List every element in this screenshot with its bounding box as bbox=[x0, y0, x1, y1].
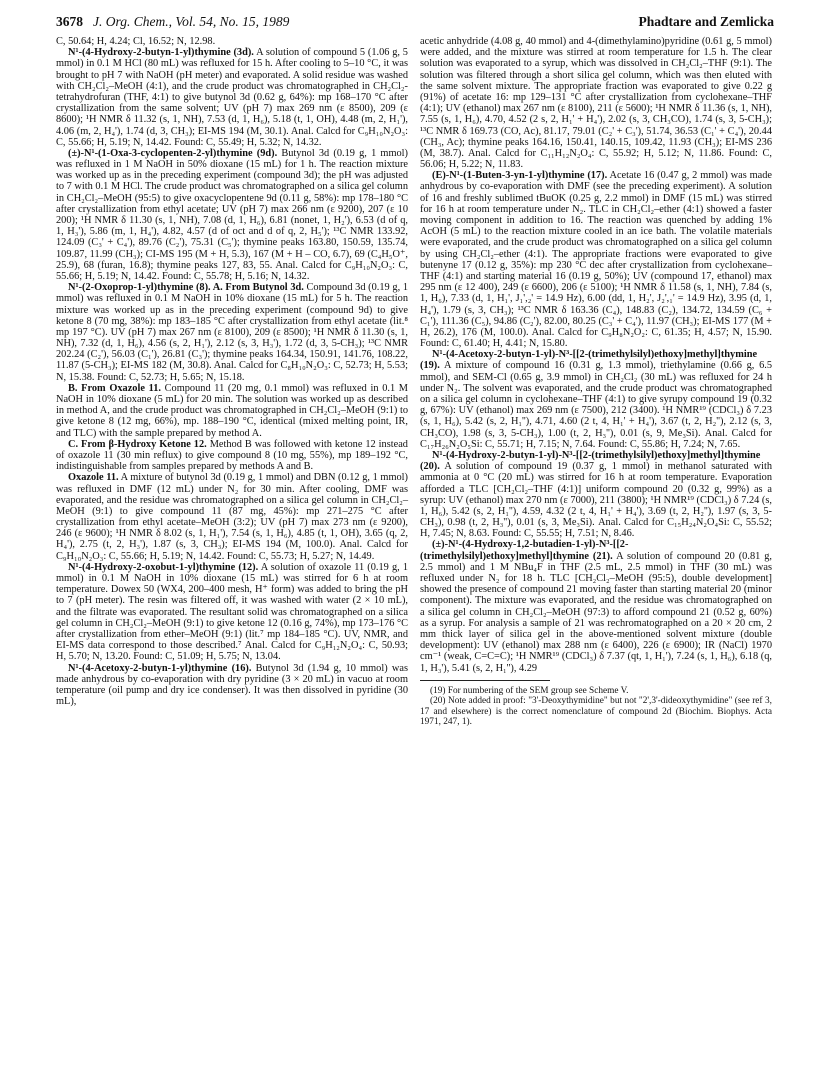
running-head-left bbox=[56, 14, 289, 30]
paragraph bbox=[420, 450, 772, 540]
paragraph-text: Acetate 16 (0.47 g, 2 mmol) was made anhydrous by co-evaporation with DMF (see the preceding experiment). A solution of 16 and freshly sublimed tBuOK (0.25 g, 2.2 mmol) in DMF (15 mL) was stirred for 16 h at room temperature under N₂. TLC in CH₂Cl₂–ether (4:1) showed a faster moving component in addition to 16. The reaction was quenched by adding 1% AcOH (5 mL) to the reaction mixture cooled in an ice bath. The volatile materials were evaporated, and the crude product was chromatographed on a silica gel column by using CH₂Cl₂–ether (4:1). The appropriate fractions were evaporated to give butenyne 17 (0.12 g, 35%): mp 230 °C dec after crystallization from cyclohexane–THF (4:1) and starting material 16 (0.19 g, 50%); UV (compound 17, ethanol) max 295 nm (ε 12 400), 249 (ε 6600), 206 (ε 5100); ¹H NMR δ 11.58 (s, 1, NH), 7.84 (s, 1, H₆), 7.33 (d, 1, H₁', J₁',₂' = 14.9 Hz), 6.00 (dd, 1, H₂', J₂',₁' = 14.9 Hz), 3.95 (d, 1, H₄'), 1.79 (s, 3, CH₃); ¹³C NMR δ 163.36 (C₄), 148.83 (C₂), 134.72, 134.59 (C₆ + C₁'), 111.36 (C₅), 94.86 (C₂'), 82.00, 80.25 (C₃' + C₄'), 11.97 (CH₃); EI-MS 177 (M + H, 26.2), 176 (M, 100.0). Anal. Calcd for C₉H₈N₂O₂: C, 61.35; H, 4.57; N, 15.90. Found: C, 61.40; H, 4.41; N, 15.80. bbox=[420, 170, 772, 350]
footnote: (20) Note added in proof: "3'-Deoxythymidine" but not "2',3'-dideoxythymidine" (see ref 3, 17 and elsewhere) is the correct nomenclature of compound 2d (Biochim. Biophys. Acta 1971, 247, 1). bbox=[420, 696, 772, 727]
paragraph-text: A solution of compound 19 (0.37 g, 1 mmol) in methanol saturated with ammonia at 0 °C (20 mL) was stirred for 16 h at room temperature. Evaporation afforded a TLC [CH₂Cl₂–THF (4:1)] uniform compound 20 (0.32 g, 99%) as a syrup: UV (ethanol) max 270 nm (ε 7000), 211 (3800); ¹H NMR¹⁹ (CDCl₃) δ 7.24 (s, 1, H₆), 5.42 (s, 2, H₁''), 4.59, 4.32 (2 t, 4, H₁' + H₄'), 3.69 (t, 2, H₂''), 1.97 (s, 3, 5-CH₃), 0.98 (t, 2, H₃''), 0.01 (s, 3, Me₃Si). Anal. Calcd for C₁₅H₂₄N₂O₄Si: C, 55.52; H, 7.45; N, 8.63. Found: C, 55.55; H, 7.51; N, 8.46. bbox=[420, 461, 773, 540]
paragraph-text: A solution of compound 20 (0.81 g, 2.5 mmol) and 1 M NBu₄F in THF (2.5 mL, 2.5 mmol) in THF (30 mL) was refluxed under N₂ for 18 h. TLC [CH₂Cl₂–MeOH (95:5), double development] showed the presence of compound 21 moving faster than starting material 20 (minor component). The mixture was evaporated, and the residue was chromatographed on a silica gel column in CH₂Cl₂–MeOH (97:3) to afford compound 21 (0.52 g, 60%) as a syrup. For analysis a sample of 21 was rechromatographed on a 20 × 20 cm, 2 mm thick layer of silica gel in the above-mentioned solvent mixture (double development): UV (ethanol) max 288 nm (ε 6400), 226 (ε 6900); IR (NaCl) 1970 cm⁻¹ (weak, C=C=C); ¹H NMR¹⁹ (CDCl₃) δ 7.37 (qt, 1, H₁'), 7.24 (s, 1, H₆), 6.18 (q, 1, H₃'), 5.41 (s, 2, H₁''), 4.29 bbox=[420, 550, 773, 674]
paragraph-heading: (±)-N¹-(4-Hydroxy-1,2-butadien-1-yl)-N³-[[2-(trimethylsilyl)ethoxy]methyl]thymine (21). bbox=[420, 539, 629, 562]
running-head-authors: Phadtare and Zemlicka bbox=[638, 14, 774, 29]
paragraph bbox=[56, 562, 408, 663]
paragraph-text: acetic anhydride (4.08 g, 40 mmol) and 4-(dimethylamino)pyridine (0.61 g, 5 mmol) were added, and the mixture was stirred at room temperature for 1.5 h. The clear solution was evaporated to a syrup, which was dissolved in CH₂Cl₂–THF (9:1). The solution was filtered through a short silica gel column, which was then eluted with the same solvent mixture. The appropriate fraction was evaporated to give 0.22 g (91%) of acetate 16: mp 129–131 °C after crystallization from cyclohexane–THF (4:1); UV (ethanol) max 267 nm (ε 8100), 211 (ε 5600); ¹H NMR δ 11.36 (s, 1, NH), 7.55 (s, 1, H₆), 4.70, 4.52 (2 s, 2, H₁' + H₄'), 2.02 (s, 3, CH₃CO), 1.74 (s, 3, 5-CH₃); ¹³C NMR δ 169.73 (CO, Ac), 81.17, 79.01 (C₂' + C₃'), 51.74, 36.53 (C₁' + C₄'), 20.44 (CH₃, Ac); thymine peaks 164.16, 150.41, 140.15, 109.42, 11.93 (CH₃); EI-MS 236 (M, 38.7). Anal. Calcd for C₁₁H₁₂N₂O₄: C, 55.92; H, 5.12; N, 11.86. Found: C, 56.06; H, 5.22; N, 11.83. bbox=[420, 36, 772, 171]
journal-citation: J. Org. Chem., Vol. 54, No. 15, 1989 bbox=[93, 14, 290, 29]
paragraph bbox=[420, 539, 772, 673]
running-head bbox=[56, 14, 774, 36]
paragraph bbox=[56, 148, 408, 282]
paragraph-text: Compound 3d (0.19 g, 1 mmol) was refluxed in 0.1 M NaOH in 10% dioxane (15 mL) for 5 h. The reaction mixture was worked up as in the preceding experiment (compound 9d) to give ketone 8 (70 mg, 38%): mp 183–185 °C after crystallization from ethyl acetate (lit.⁸ mp 197 °C). UV (pH 7) max 267 nm (ε 8100), 209 (ε 8500); ¹H NMR δ 11.30 (s, 1, NH), 7.32 (d, 1, H₆), 4.56 (s, 2, H₁'), 2.12 (s, 3, H₃'), 1.72 (d, 3, 5-CH₃); ¹³C NMR 202.24 (C₂'), 56.03 (C₁'), 26.81 (C₃'); thymine peaks 164.34, 150.91, 141.76, 108.22, 11.87 (5-CH₃); EI-MS 182 (M, 30.8). Anal. Calcd for C₈H₁₀N₂O₃: C, 52.73; H, 5.53; N, 15.38. Found: C, 52.73; H, 5.65; N, 15.18. bbox=[56, 282, 408, 383]
page-number: 3678 bbox=[56, 14, 83, 29]
paragraph-heading: N¹-(4-Hydroxy-2-oxobut-1-yl)thymine (12). bbox=[68, 561, 259, 573]
paragraph-heading: N¹-(4-Acetoxy-2-butyn-1-yl)-N³-[[2-(trimethylsilyl)ethoxy]methyl]thymine (19). bbox=[420, 349, 758, 372]
paragraph bbox=[56, 36, 408, 47]
paragraph-heading: N¹-(4-Hydroxy-2-butyn-1-yl)thymine (3d). bbox=[68, 47, 254, 59]
paragraph bbox=[420, 349, 772, 450]
paragraph bbox=[56, 282, 408, 383]
paragraph-text: A mixture of compound 16 (0.31 g, 1.3 mmol), triethylamine (0.66 g, 6.5 mmol), and SEM-Cl (0.65 g, 3.9 mmol) in CH₂Cl₂ (30 mL) was refluxed for 24 h under N₂. The solvent was evaporated, and the crude product was chromatographed on a silica gel column in cyclohexane–THF (4:1) to give syrupy compound 19 (0.32 g, 67%): UV (ethanol) max 269 nm (ε 7500), 212 (3400). ¹H NMR¹⁹ (CDCl₃) δ 7.23 (s, 1, H₆), 5.42 (s, 2, H₁''), 4.71, 4.60 (2 t, 4, H₁' + H₄'), 3.67 (t, 2, H₂''), 2.12 (s, 3, CH₃CO), 1.98 (s, 3, 5-CH₃), 1.00 (t, 2, H₃''), 0.01 (s, 9, Me₃Si). Anal. Calcd for C₁₇H₂₆N₂O₅Si: C, 55.71; H, 7.15; N, 7.64. Found: C, 55.86; H, 7.24; N, 7.65. bbox=[420, 360, 773, 450]
paragraph bbox=[420, 170, 772, 349]
paragraph bbox=[56, 663, 408, 708]
footnote: (19) For numbering of the SEM group see Scheme V. bbox=[430, 685, 629, 696]
paragraph-text: Butynol 3d (1.94 g, 10 mmol) was made anhydrous by co-evaporation with dry pyridine (3 × 20 mL) in vacuo at room temperature (oil pump and dry ice condenser). It was then dissolved in pyridine (30 mL), bbox=[56, 662, 408, 708]
paragraph-heading: N¹-(4-Acetoxy-2-butyn-1-yl)thymine (16). bbox=[68, 662, 252, 674]
paragraph-text: C, 50.64; H, 4.24; Cl, 16.52; N, 12.98. bbox=[56, 36, 216, 47]
paragraph-text: A solution of oxazole 11 (0.19 g, 1 mmol) in 0.1 M NaOH in 10% dioxane (15 mL) was stirred for 6 h at room temperature. Dowex 50 (WX4, 200–400 mesh, H⁺ form) was added to bring the pH to 7 (pH meter). The resin was filtered off, it was washed with water (2 × 10 mL), and the filtrate was evaporated. The resultant solid was chromatographed on a silica gel column in CH₂Cl₂–MeOH (9:1) to give ketone 12 (0.16 g, 74%), mp 173–176 °C after crystallization from ether–MeOH (9:1) (lit.⁷ mp 184–185 °C). UV, NMR, and EI-MS data correspond to those described.⁷ Anal. Calcd for C₉H₁₂N₂O₄: C, 50.93; H, 5.70; N, 13.20. Found: C, 51.09; H, 5.75; N, 13.04. bbox=[56, 561, 408, 663]
footnote-divider bbox=[420, 680, 550, 681]
paragraph bbox=[56, 383, 408, 439]
paragraph-text: Method B was followed with ketone 12 instead of oxazole 11 (30 min reflux) to give compound 8 (10 mg, 55%), mp 189–192 °C, indistinguishable from samples prepared by methods A and B. bbox=[56, 438, 408, 473]
left-column bbox=[56, 36, 408, 707]
paragraph-text: A solution of compound 5 (1.06 g, 5 mmol) in 0.1 M HCl (80 mL) was refluxed for 15 h. After cooling to 5–10 °C, it was brought to pH 7 with NaOH (pH meter) and evaporated. A solid residue was washed with CH₂Cl₂–MeOH (4:1), and the crude product was chromatographed in CH₂Cl₂-tetrahydrofuran (THF, 4:1) to give butynol 3d (0.62 g, 64%): mp 168–170 °C after crystallization from the same solvent; UV (pH 7) max 269 nm (ε 8500), 209 (ε 8600); ¹H NMR δ 11.32 (s, 1, NH), 7.53 (d, 1, H₆), 5.18 (t, 1, OH), 4.48 (m, 2, H₁'), 4.06 (m, 2, H₄'), 1.74 (d, 3, CH₃); EI-MS 194 (M, 30.1). Anal. Calcd for C₉H₁₀N₂O₃: C, 55.66; H, 5.19; N, 14.42. Found: C, 55.49; H, 5.32; N, 14.32. bbox=[56, 47, 408, 148]
paragraph bbox=[56, 472, 408, 562]
paragraph-heading: (E)-N¹-(1-Buten-3-yn-1-yl)thymine (17). bbox=[432, 170, 608, 182]
paragraph-heading: N¹-(2-Oxoprop-1-yl)thymine (8). A. From Butynol 3d. bbox=[68, 282, 304, 294]
right-column bbox=[420, 36, 772, 727]
paragraph-heading: B. From Oxazole 11. bbox=[68, 382, 161, 394]
paragraph bbox=[56, 47, 408, 148]
paragraph-heading: Oxazole 11. bbox=[68, 472, 119, 484]
paragraph-text: Butynol 3d (0.19 g, 1 mmol) was refluxed in 1 M NaOH in 50% dioxane (15 mL) for 1 h. The reaction mixture was worked up as in the preceding experiment (compound 3d); the pH was adjusted to 7 with 0.1 M HCl. The crude product was chromatographed on a silica gel column in CH₂Cl₂–MeOH (95:5) to give oxacyclopentene 9d (0.11 g, 58%): mp 178–180 °C after crystallization from ethyl acetate; UV (pH 7) max 266 nm (ε 9200), 207 (ε 10 200); ¹H NMR δ 11.30 (s, 1, NH), 7.08 (d, 1, H₆), 6.81 (nonet, 1, H₂'), 6.53 (d of q, 1, H₃'), 5.86 (m, 1, H₄'), 4.82, 4.57 (d of oct and d of q, 2, H₅'); ¹³C NMR 133.92, 124.09 (C₃' + C₄'), 89.76 (C₂'), 75.31 (C₅'); thymine peaks 163.80, 150.59, 135.74, 109.87, 11.99 (CH₃); CI-MS 195 (M + H, 5.3), 167 (M + H – CO, 6.7), 69 (C₄H₅O⁺, 25.9), 68 (furan, 16.8); thymine peaks 127, 83, 55. Anal. Calcd for C₉H₁₀N₂O₃: C, 55.66; H, 5.19; N, 14.42. Found: C, 55.78; H, 5.16; N, 14.32. bbox=[56, 147, 409, 282]
paragraph-heading: C. From β-Hydroxy Ketone 12. bbox=[68, 438, 207, 450]
paragraph-heading: (±)-N¹-(1-Oxa-3-cyclopenten-2-yl)thymine (9d). bbox=[68, 147, 278, 159]
paragraph-text: A mixture of butynol 3d (0.19 g, 1 mmol) and DBN (0.12 g, 1 mmol) was refluxed in DMF (12 mL) under N₂ for 30 min. After cooling, DMF was evaporated, and the residue was chromatographed on a silica gel column in CH₂Cl₂–MeOH (9:1) to give compound 11 (87 mg, 45%): mp 271–275 °C after crystallization from ethyl acetate–MeOH (3:2); UV (pH 7) max 273 nm (ε 9200), 246 (ε 9600); ¹H NMR δ 8.02 (s, 1, H₁'), 7.54 (s, 1, H₆), 4.85 (t, 1, OH), 3.65 (q, 2, H₄'), 2.75 (t, 2, H₃'), 1.87 (s, 3, CH₃); EI-MS 194 (M, 100.0). Anal. Calcd for C₉H₁₀N₂O₃: C, 55.66; H, 5.19; N, 14.42. Found: C, 55.73; H, 5.27; N, 14.49. bbox=[56, 472, 409, 562]
paragraph bbox=[56, 439, 408, 473]
paragraph-text: Compound 11 (20 mg, 0.1 mmol) was refluxed in 0.1 M NaOH in 10% dioxane (5 mL) for 20 min. The solution was worked up as described in method A, and the crude product was chromatographed in CH₂Cl₂–MeOH (9:1) to give ketone 8 (12 mg, 66%), mp. 188–190 °C, identical (mixed melting point, IR, and TLC) with the sample prepared by method A. bbox=[56, 382, 409, 439]
paragraph bbox=[420, 36, 772, 170]
paragraph-heading: N¹-(4-Hydroxy-2-butyn-1-yl)-N³-[[2-(trimethylsilyl)ethoxy]methyl]thymine (20). bbox=[420, 449, 761, 473]
